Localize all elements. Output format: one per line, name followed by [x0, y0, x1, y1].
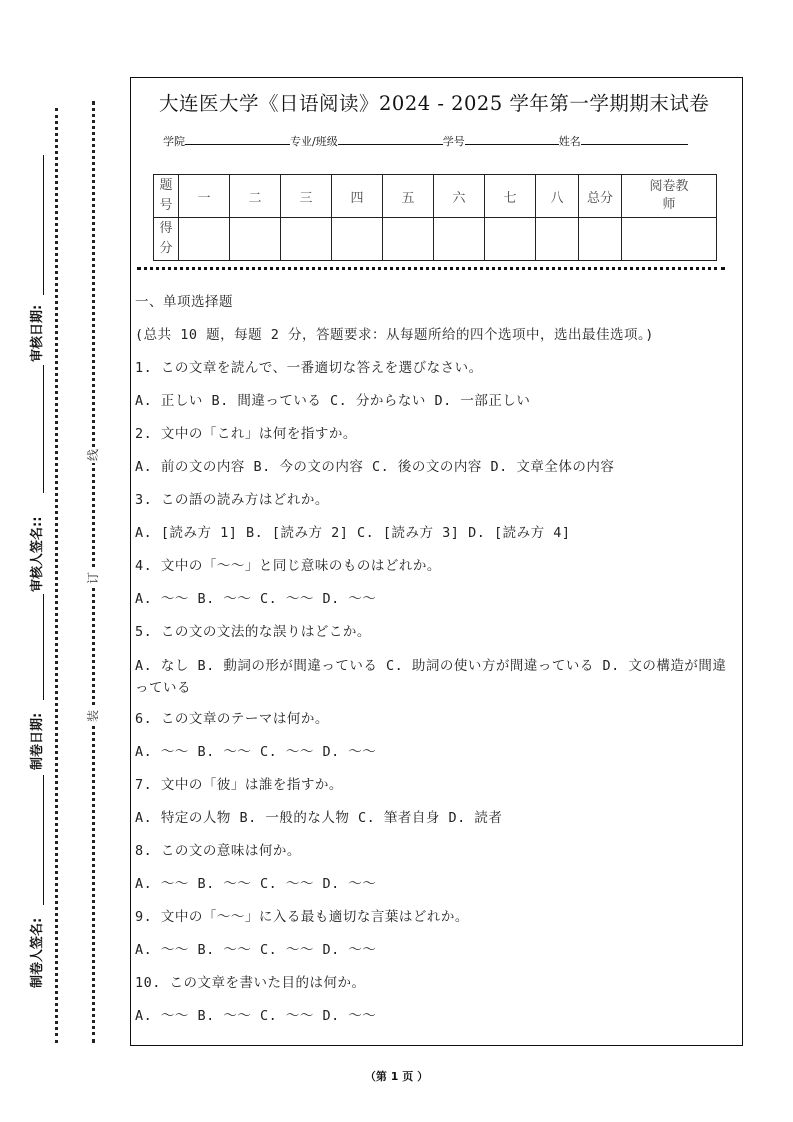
name-label: 姓名 [558, 135, 581, 148]
reviewer-signature-line [43, 365, 44, 493]
question-3: 3. この語の読み方はどれか。 [135, 492, 329, 508]
review-date-line [43, 155, 44, 295]
section-instructions: (总共 10 题，每题 2 分，答题要求：从每题所给的四个选项中，选出最佳选项。) [135, 327, 654, 343]
column-7: 七 [485, 175, 536, 218]
page-number: （第 1 页 ） [364, 1070, 429, 1083]
creator-signature-line [43, 775, 44, 905]
binding-margin: 审核日期: 审核人签名:: 制卷日期: 制卷人签名: 线 订 装 [0, 0, 125, 1122]
exam-title: 大连医大学《日语阅读》2024 - 2025 学年第一学期期末试卷 [159, 92, 710, 115]
college-field[interactable] [185, 132, 290, 145]
score-header: 得分 [154, 218, 179, 261]
question-1: 1. この文章を読んで、一番適切な答えを選びなさい。 [135, 360, 483, 376]
score-table [153, 174, 717, 261]
score-cell-8[interactable] [536, 218, 579, 261]
column-2: 二 [230, 175, 281, 218]
column-6: 六 [434, 175, 485, 218]
college-label: 学院 [163, 135, 185, 148]
binding-mark-line: 线 [84, 447, 102, 463]
question-2: 2. 文中の「これ」は何を指すか。 [135, 426, 357, 442]
question-9: 9. 文中の「～～」に入る最も適切な言葉はどれか。 [135, 909, 469, 925]
question-7-options: A. 特定の人物 B. 一般的な人物 C. 筆者自身 D. 読者 [135, 810, 503, 826]
exam-content [135, 286, 740, 1033]
score-cell-total[interactable] [579, 218, 622, 261]
question-6-options: A. ～～ B. ～～ C. ～～ D. ～～ [135, 744, 377, 760]
column-total: 总分 [579, 175, 622, 218]
major-class-field[interactable] [338, 132, 443, 145]
score-cell-7[interactable] [485, 218, 536, 261]
question-4-options: A. ～～ B. ～～ C. ～～ D. ～～ [135, 591, 377, 607]
student-id-label: 学号 [442, 135, 465, 148]
question-8: 8. この文の意味は何か。 [135, 843, 301, 859]
column-4: 四 [332, 175, 383, 218]
major-class-label: 专业/班级 [290, 135, 338, 148]
question-4: 4. 文中の「～～」と同じ意味のものはどれか。 [135, 558, 441, 574]
score-cell-3[interactable] [281, 218, 332, 261]
binding-mark-staple: 装 [84, 708, 102, 724]
question-number-row [154, 175, 717, 218]
cut-line-dotted [137, 267, 725, 270]
binding-mark-bind: 订 [84, 570, 102, 586]
score-cell-2[interactable] [230, 218, 281, 261]
question-1-options: A. 正しい B. 間違っている C. 分からない D. 一部正しい [135, 393, 531, 409]
name-field[interactable] [581, 132, 688, 145]
score-cell-5[interactable] [383, 218, 434, 261]
score-cell-4[interactable] [332, 218, 383, 261]
question-8-options: A. ～～ B. ～～ C. ～～ D. ～～ [135, 876, 377, 892]
question-5-options: A. なし B. 動詞の形が間違っている C. 助詞の使い方が間違っている D. 文の構造が間違っている [135, 658, 727, 696]
question-9-options: A. ～～ B. ～～ C. ～～ D. ～～ [135, 942, 377, 958]
column-1: 一 [179, 175, 230, 218]
question-number-header: 题号 [154, 175, 179, 218]
section-title: 一、单项选择题 [135, 294, 233, 310]
student-id-field[interactable] [465, 132, 559, 145]
question-7: 7. 文中の「彼」は誰を指すか。 [135, 777, 343, 793]
score-cell-grader[interactable] [622, 218, 717, 261]
question-3-options: A. [読み方 1] B. [読み方 2] C. [読み方 3] D. [読み方 4] [135, 525, 571, 541]
creation-date-line [43, 594, 44, 700]
question-10-options: A. ～～ B. ～～ C. ～～ D. ～～ [135, 1008, 377, 1024]
score-cell-1[interactable] [179, 218, 230, 261]
question-6: 6. この文章のテーマは何か。 [135, 711, 329, 727]
column-grader: 阅卷教师 [622, 175, 717, 218]
score-cell-6[interactable] [434, 218, 485, 261]
column-8: 八 [536, 175, 579, 218]
outer-dotted-line [55, 108, 58, 1043]
question-2-options: A. 前の文の内容 B. 今の文の内容 C. 後の文の内容 D. 文章全体の内容 [135, 459, 615, 475]
column-3: 三 [281, 175, 332, 218]
question-10: 10. この文章を書いた目的は何か。 [135, 975, 366, 991]
column-5: 五 [383, 175, 434, 218]
exam-frame [130, 77, 743, 1046]
question-5: 5. この文の文法的な誤りはどこか。 [135, 624, 371, 640]
score-row [154, 218, 717, 261]
student-info-row [163, 132, 688, 149]
